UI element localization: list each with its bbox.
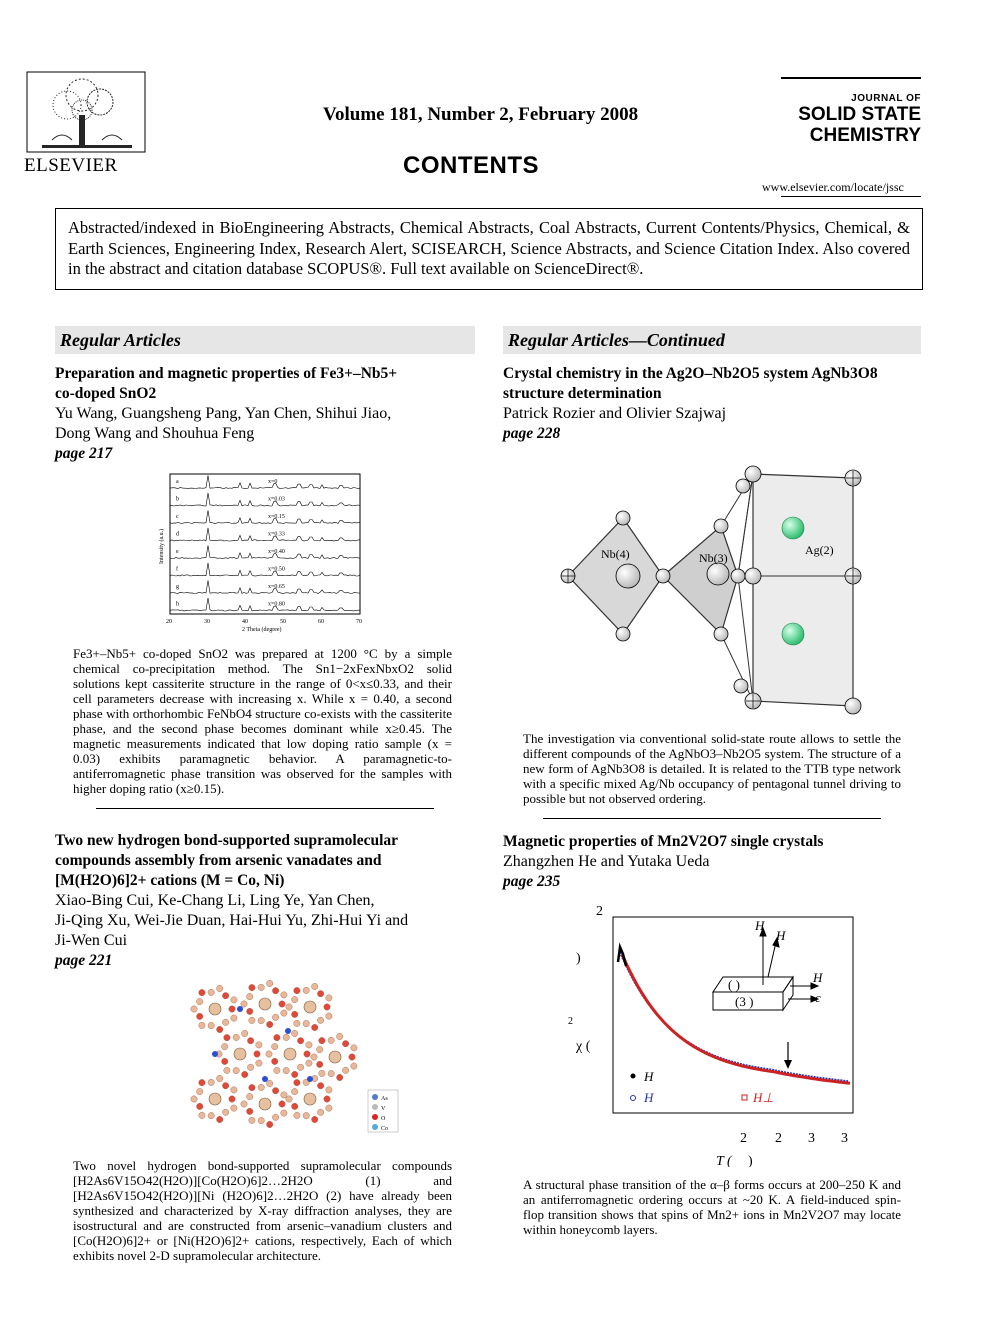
cluster-atom [303,987,309,993]
inset-label-face: ( ) [728,977,740,992]
x-tick-label: 60 [318,619,324,625]
cluster-atom [272,1043,278,1049]
data-curves [618,947,850,1083]
cluster-atom [342,1067,348,1073]
panel-label: a [176,479,179,485]
cluster-atom [272,988,278,994]
title-line: Preparation and magnetic properties of Fe3+–Nb5+ [55,365,398,382]
xrd-trace [170,563,360,576]
cluster-atom [258,984,264,990]
label-nb3: Nb(3) [699,551,728,565]
composition-label: x=0.65 [268,584,285,590]
right-column [503,326,921,1237]
cluster-atom [312,983,318,989]
journal-name-line2: CHEMISTRY [809,125,921,146]
panel-label: b [176,496,179,503]
authors-line: Yu Wang, Guangsheng Pang, Yan Chen, Shihui Jiao, [55,405,392,422]
cluster-atom [292,1088,298,1094]
cobalt-atom [237,1006,243,1012]
cluster-atom [317,1046,323,1052]
legend-label: H [644,1069,654,1084]
cluster-atom [256,1042,262,1048]
legend-label: H [644,1090,654,1105]
cluster-core [234,1048,246,1060]
xrd-trace [170,598,360,611]
cluster-atom [317,991,323,997]
article-title[interactable] [503,364,921,404]
cluster-core [259,1098,271,1110]
legend-marker-blue [631,1096,636,1101]
cluster-atom [328,1037,334,1043]
cluster-atom [304,1051,310,1057]
article-authors [55,891,475,951]
cluster-atom [283,1067,289,1073]
article-divider [96,808,434,809]
section-heading-right: Regular Articles—Continued [503,326,921,354]
composition-label: x=0 [268,479,278,485]
cobalt-atom [307,1076,313,1082]
octahedron-nb4 [568,518,663,634]
article-page[interactable]: page 228 [503,425,561,442]
title-line: co-doped SnO2 [55,385,157,402]
title-line: structure determination [503,385,662,402]
x-tick-label: 2 [775,1131,782,1146]
cluster-atom [258,1017,264,1023]
cluster-atom [326,1013,332,1019]
article-abstract: Two novel hydrogen bond-supported supramolecular compounds [H2As6V15O42(H2O)][Co(H2O)6]2…2H2O (1) and [H2As6V15O42(H2O)][Ni (H2O)6]2…2H2O (2) have already been synthesized and characterized by X-ray diffraction analyses, they are isostructural and are constructed from arsenic–vanadium clusters and [Co(H2O)6]2+ or [Ni(H2O)6]2+ cations, respectively, Each of which exhibits novel 2-D supramolecular architecture. [73,1158,452,1263]
legend-label: V [381,1106,386,1112]
cluster-atom [217,1075,223,1081]
cluster-atom [241,1001,247,1007]
cluster-atom [281,992,287,998]
cluster-core [259,998,271,1010]
x-tick-label: 20 [166,619,172,625]
authors-line: Dong Wang and Shouhua Feng [55,425,255,442]
cluster-atom [217,1026,223,1032]
x-axis-label: T ( [716,1154,732,1167]
composition-label: x=0.15 [268,514,285,520]
cluster-atom [306,1060,312,1066]
article-abstract: Fe3+–Nb5+ co-doped SnO2 was prepared at 1200 °C by a simple chemical co-precipitation method. The Sn1−2xFexNbxO2 solid solutions kept cassiterite structure in the range of 0<x≤0.33, and their cell parameters decrease with increasing x. While x = 0.40, a second phase with orthorhombic FeNbO4 structure co-exists with the cassiterite phase, and the second phase becomes dominant while x≥0.45. The magnetic measurements indicated that low doping ratio sample (x = 0.03) exhibits paramagnetic behavior. A paramagnetic-to-antiferromagnetic phase transition was observed for the samples with higher doping ratio (x≥0.15). [73,646,452,796]
cluster-atom [233,1067,239,1073]
cluster-atom [247,1064,253,1070]
authors-line: Ji-Qing Xu, Wei-Jie Duan, Hai-Hui Yu, Zhi-Hui Yi and [55,912,409,929]
cluster-atom [256,1060,262,1066]
cluster-atom [258,1117,264,1123]
legend-marker [372,1104,378,1110]
cluster-atom [199,989,205,995]
article-4 [503,832,921,1237]
cluster-atom [337,1033,343,1039]
cluster-atom [319,1037,325,1043]
elsevier-tree-icon [22,70,152,155]
cluster-atom [297,1064,303,1070]
cluster-atom [283,1034,289,1040]
cluster-atom [266,1051,272,1057]
cluster-atom [303,1112,309,1118]
cluster-atom [247,1038,253,1044]
cluster-atom [208,1022,214,1028]
cluster-atom [197,998,203,1004]
cluster-atom [306,1042,312,1048]
cluster-atom [267,1080,273,1086]
article-2 [55,831,475,1263]
legend-label: H⊥ [753,1090,774,1105]
x-tick-label: 70 [356,619,362,625]
panel-label: d [176,531,179,538]
cluster-atom [317,1109,323,1115]
composition-label: x=0.80 [268,601,285,608]
cluster-atom [208,1112,214,1118]
cluster-atom [231,1105,237,1111]
composition-label: x=0.03 [268,496,285,503]
cluster-atom [326,995,332,1001]
cluster-atom [222,1083,228,1089]
cluster-atom [199,1079,205,1085]
arrow-head [784,1060,792,1069]
cluster-atom [279,1001,285,1007]
inset-label-h: H [776,928,786,943]
authors-line: Ji-Wen Cui [55,932,128,949]
cluster-atom [272,1058,278,1064]
crystal-figure [553,456,873,721]
cluster-atom [294,1079,300,1085]
x-tick-label: 40 [242,619,248,625]
cluster-atom [197,1103,203,1109]
cluster-atom [281,1092,287,1098]
cluster-atom [281,1010,287,1016]
article-title[interactable] [55,364,475,404]
cluster-atom [241,1101,247,1107]
cluster-atom [272,1088,278,1094]
xrd-trace [170,580,360,593]
cluster-atom [249,1084,255,1090]
inset-label-h: H [813,970,823,985]
xrd-figure [155,472,385,642]
cluster-atom [272,1114,278,1120]
article-abstract: A structural phase transition of the α–β forms occurs at 200–250 K and an antiferromagnetic ordering occurs at ~20 K. A field-induced spin-flop transition shows that spins of Mn2+ ions in Mn2V2O7 may locate within honeycomb layers. [523,1177,901,1237]
cluster-atom [294,987,300,993]
x-axis-label-paren: ) [748,1154,753,1167]
journal-name-line1: SOLID STATE [798,104,921,125]
cluster-atom [351,1045,357,1051]
cluster-atom [274,1067,280,1073]
article-authors: Zhangzhen He and Yutaka Ueda [503,853,710,870]
cluster-atom [272,1014,278,1020]
panel-label: c [176,514,179,520]
cluster-atom [191,1096,197,1102]
cluster-atom [199,1112,205,1118]
legend-label: O [381,1116,386,1122]
cluster-atom [303,1020,309,1026]
xrd-trace [170,510,360,523]
cluster-atom [217,1116,223,1122]
cluster-atom [224,1067,230,1073]
cluster-atom [231,997,237,1003]
y-axis-label: Intensity (a.u.) [159,528,165,564]
article-divider [543,818,881,819]
composition-label: x=0.50 [268,566,285,573]
cluster-atom [231,1087,237,1093]
xrd-trace [170,493,360,506]
cluster-atom [279,1101,285,1107]
cluster-atom [247,1008,253,1014]
cluster-atom [351,1063,357,1069]
cluster-atom [349,1054,355,1060]
authors-line: Xiao-Bing Cui, Ke-Chang Li, Ling Ye, Yan Chen, [55,892,375,909]
cluster-atom [292,1011,298,1017]
cluster-atom [231,1015,237,1021]
cluster-atom [191,1006,197,1012]
panel-label: g [176,584,179,590]
legend-label: Co [381,1126,389,1132]
article-page[interactable]: page 235 [503,873,561,890]
cluster-atom [294,1112,300,1118]
cobalt-atom [262,1076,268,1082]
cluster-core [304,1093,316,1105]
cluster-atom [222,993,228,999]
article-page[interactable]: page 217 [55,445,113,462]
left-column [55,326,475,1263]
cluster-atom [326,1087,332,1093]
cluster-atom [317,1017,323,1023]
x-tick-label: 30 [204,619,210,625]
cluster-atom [328,1070,334,1076]
cluster-atom [224,1034,230,1040]
cluster-atom [324,1004,330,1010]
cluster-atom [292,1030,298,1036]
cluster-atom [229,1096,235,1102]
cluster-atom [292,1103,298,1109]
cluster-atom [247,993,253,999]
journal-logo [781,77,921,146]
journal-of: JOURNAL OF [851,93,921,104]
article-1 [55,364,475,796]
cluster-atom [258,1084,264,1090]
label-nb4: Nb(4) [601,547,630,561]
x-tick-label: 3 [808,1131,815,1146]
volume-info: Volume 181, Number 2, February 2008 [323,104,639,125]
cluster-atom [242,1030,248,1036]
article-authors [55,404,475,444]
cluster-atom [342,1041,348,1047]
elsevier-logo [22,70,152,160]
cluster-figure [170,979,410,1144]
panel-label: f [176,566,178,573]
legend-marker-red [742,1095,747,1100]
cluster-atom [324,1096,330,1102]
susceptibility-chart [568,902,863,1167]
cluster-atom [297,1038,303,1044]
cluster-atom [267,1021,273,1027]
cobalt-atom [212,1051,218,1057]
cluster-atom [267,1121,273,1127]
xrd-trace [170,475,360,488]
cluster-atom [222,1043,228,1049]
supramolecular-structure-image [170,979,410,1144]
cluster-atom [233,1034,239,1040]
legend-marker [372,1114,378,1120]
article-authors: Patrick Rozier and Olivier Szajwaj [503,405,727,422]
y-tick-label: 2 [596,904,603,919]
cluster-core [329,1051,341,1063]
xrd-chart [155,472,385,642]
cluster-atom [197,1088,203,1094]
cluster-atom [222,1109,228,1115]
cluster-atom [281,1110,287,1116]
cluster-atom [208,989,214,995]
label-ag2: Ag(2) [805,543,834,557]
cluster-atom [254,1051,260,1057]
cluster-atom [197,1013,203,1019]
publisher-name: ELSEVIER [24,155,118,176]
url-divider [781,196,921,197]
cluster-atom [208,1079,214,1085]
composition-label: x=0.33 [268,531,285,538]
magnetic-figure [568,902,863,1167]
title-line: [M(H2O)6]2+ cations (M = Co, Ni) [55,872,285,889]
section-heading-left: Regular Articles [55,326,475,354]
cluster-atom [247,1108,253,1114]
cluster-atom [229,1006,235,1012]
cluster-atom [292,1071,298,1077]
y-axis-label-chi: χ ( [576,1039,591,1054]
cluster-atom [249,1017,255,1023]
y-axis-label-unit: 2 [568,1016,573,1027]
cluster-atom [311,1054,317,1060]
cluster-core [209,1003,221,1015]
cluster-atom [317,1083,323,1089]
cluster-atom [317,1061,323,1067]
panel-label: e [176,549,179,555]
cluster-atom [247,1093,253,1099]
cluster-atom [326,1105,332,1111]
page-title: CONTENTS [403,152,539,179]
cluster-atom [294,1020,300,1026]
cluster-atom [217,985,223,991]
cluster-core [209,1093,221,1105]
crystal-structure-image [553,456,873,721]
cluster-atom [274,1034,280,1040]
cluster-atom [286,1004,292,1010]
journal-url[interactable]: www.elsevier.com/locate/jssc [762,180,904,194]
x-tick-label: 3 [841,1131,848,1146]
inset-label-h: H [755,918,765,933]
cluster-atom [312,1116,318,1122]
panel-label: h [176,601,179,608]
legend-marker [372,1094,378,1100]
xrd-trace [170,545,360,558]
legend-marker [372,1124,378,1130]
xrd-trace [170,528,360,541]
title-line: Two new hydrogen bond-supported supramolecular [55,832,399,849]
cluster-atom [249,984,255,990]
cluster-atom [199,1022,205,1028]
cluster-atom [222,1019,228,1025]
cluster-core [284,1048,296,1060]
cluster-atom [249,1117,255,1123]
cluster-atom [337,1074,343,1080]
cluster-atom [292,996,298,1002]
cluster-core [304,1001,316,1013]
composition-label: x=0.40 [268,549,285,555]
cobalt-atom [285,1028,291,1034]
article-page[interactable]: page 221 [55,952,113,969]
crystal-inset [713,928,818,1010]
title-line: compounds assembly from arsenic vanadates and [55,852,382,869]
article-abstract: The investigation via conventional solid-state route allows to settle the different compounds of the AgNbO3–Nb2O5 system. The structure of a new form of AgNb3O8 is detailed. It is related to the TTB type network with a specific mixed Ag/Nb occupancy of pentagonal tunnel driving to possible but not observed ordering. [523,731,901,806]
cluster-atom [286,1096,292,1102]
x-tick-label: 2 [740,1131,747,1146]
cluster-atom [242,1071,248,1077]
x-axis-label: 2 Theta (degree) [242,627,282,633]
y-axis-label-paren: ) [576,951,581,966]
inset-label-face: (3 ) [735,994,754,1009]
indexing-box: Abstracted/indexed in BioEngineering Abstracts, Chemical Abstracts, Coal Abstracts, Current Contents/Physics, Chemical, & Earth Sciences, Engineering Index, Research Alert, SCISEARCH, Science Abstracts, and Science Citation Index. Also covered in the abstract and citation database SCOPUS®. Full text available on ScienceDirect®. [55,208,923,290]
cluster-atom [312,1024,318,1030]
x-tick-label: 50 [280,619,286,625]
inset-label-c: c [815,990,821,1005]
tunnel-prism [753,474,853,706]
title-line: Crystal chemistry in the Ag2O–Nb2O5 system AgNb3O8 [503,365,878,382]
cluster-atom [267,980,273,986]
cluster-atom [222,1058,228,1064]
legend-label: As [381,1096,388,1102]
legend-marker-filled [631,1074,636,1079]
article-title[interactable]: Magnetic properties of Mn2V2O7 single crystals [503,833,824,850]
cluster-atom [319,1070,325,1076]
article-title[interactable] [55,831,475,891]
article-3 [503,364,921,806]
